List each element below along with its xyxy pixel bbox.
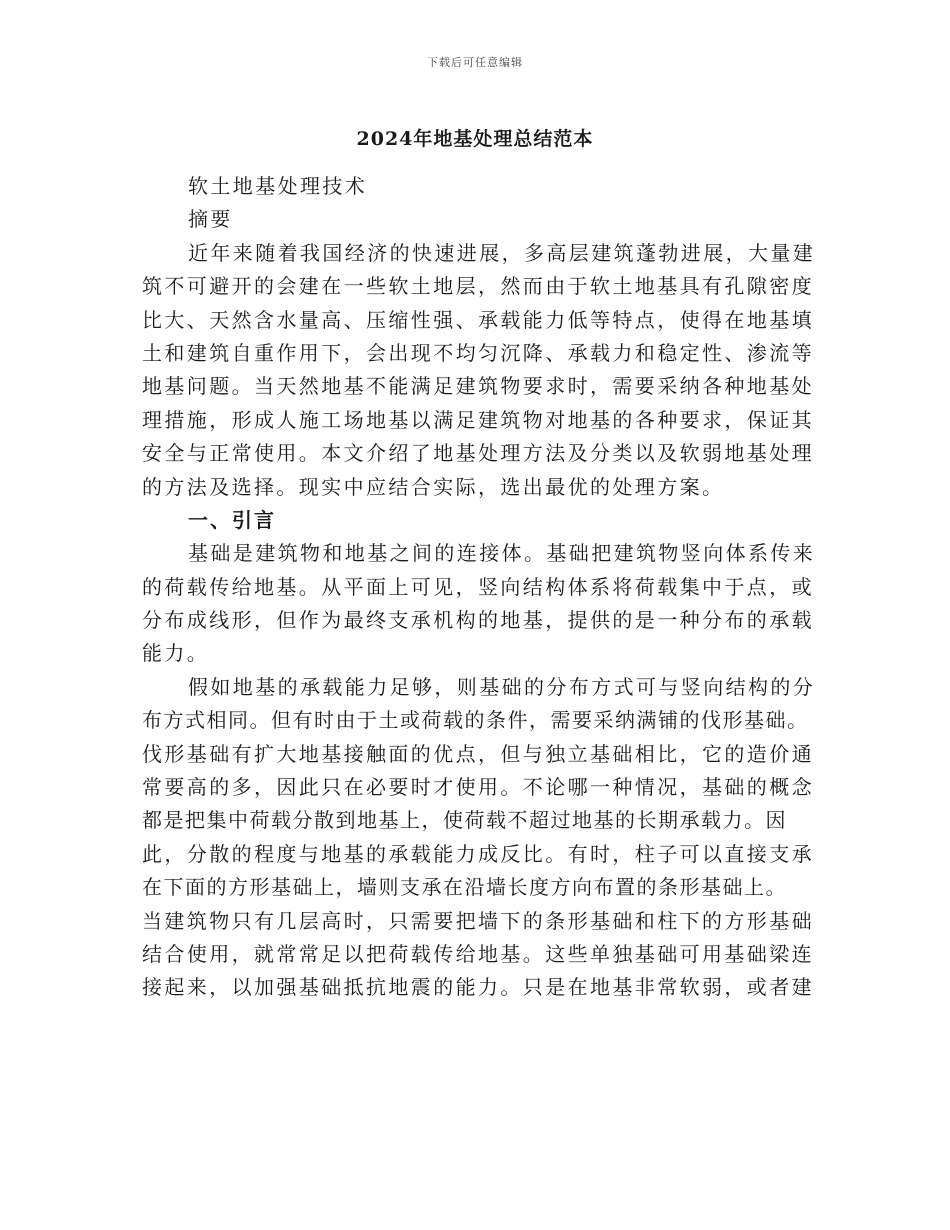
text-line: 常要高的多，因此只在必要时才使用。不论哪一种情况，基础的概念 <box>142 775 814 800</box>
text-line: 假如地基的承载能力足够，则基础的分布方式可与竖向结构的分 <box>188 674 816 699</box>
section-heading: 一、引言 <box>188 507 276 532</box>
text-line: 基础是建筑物和地基之间的连接体。基础把建筑物竖向体系传来 <box>188 541 816 566</box>
document-body <box>142 170 816 1005</box>
text-line: 能力。 <box>142 641 210 666</box>
text-line: 土和建筑自重作用下，会出现不均匀沉降、承载力和稳定性、渗流等 <box>142 340 814 365</box>
text-line: 布方式相同。但有时由于土或荷载的条件，需要采纳满铺的伐形基础。 <box>142 708 809 733</box>
text-line: 分布成线形，但作为最终支承机构的地基，提供的是一种分布的承载 <box>142 608 814 633</box>
text-line: 地基问题。当天然地基不能满足建筑物要求时，需要采纳各种地基处 <box>142 374 814 399</box>
text-line: 软土地基处理技术 <box>188 174 368 198</box>
text-line: 的荷载传给地基。从平面上可见，竖向结构体系将荷载集中于点，或 <box>142 574 814 599</box>
text-line: 当建筑物只有几层高时，只需要把墙下的条形基础和柱下的方形基础 <box>142 908 814 933</box>
text-line: 在下面的方形基础上，墙则支承在沿墙长度方向布置的条形基础上。 <box>142 875 787 900</box>
page-header-note: 下载后可任意编辑 <box>427 56 523 69</box>
text-line: 安全与正常使用。本文介绍了地基处理方法及分类以及软弱地基处理 <box>142 441 814 466</box>
text-line: 近年来随着我国经济的快速进展，多高层建筑蓬勃进展，大量建 <box>188 240 816 265</box>
text-line: 此，分散的程度与地基的承载能力成反比。有时，柱子可以直接支承 <box>142 841 814 866</box>
text-line: 伐形基础有扩大地基接触面的优点，但与独立基础相比，它的造价通 <box>142 741 814 766</box>
text-line: 结合使用，就常常足以把荷载传给地基。这些单独基础可用基础梁连 <box>142 941 814 966</box>
text-line: 理措施，形成人施工场地基以满足建筑物对地基的各种要求，保证其 <box>142 407 814 432</box>
text-line: 比大、天然含水量高、压缩性强、承载能力低等特点，使得在地基填 <box>142 307 814 332</box>
text-line: 的方法及选择。现实中应结合实际，选出最优的处理方案。 <box>142 474 725 499</box>
document-title: 2024年地基处理总结范本 <box>356 128 594 150</box>
text-line: 筑不可避开的会建在一些软土地层，然而由于软土地基具有孔隙密度 <box>142 274 814 299</box>
text-line: 接起来，以加强基础抵抗地震的能力。只是在地基非常软弱，或者建 <box>142 975 814 1000</box>
text-line: 摘要 <box>188 207 233 232</box>
text-line: 都是把集中荷载分散到地基上，使荷载不超过地基的长期承载力。因 <box>142 808 787 833</box>
